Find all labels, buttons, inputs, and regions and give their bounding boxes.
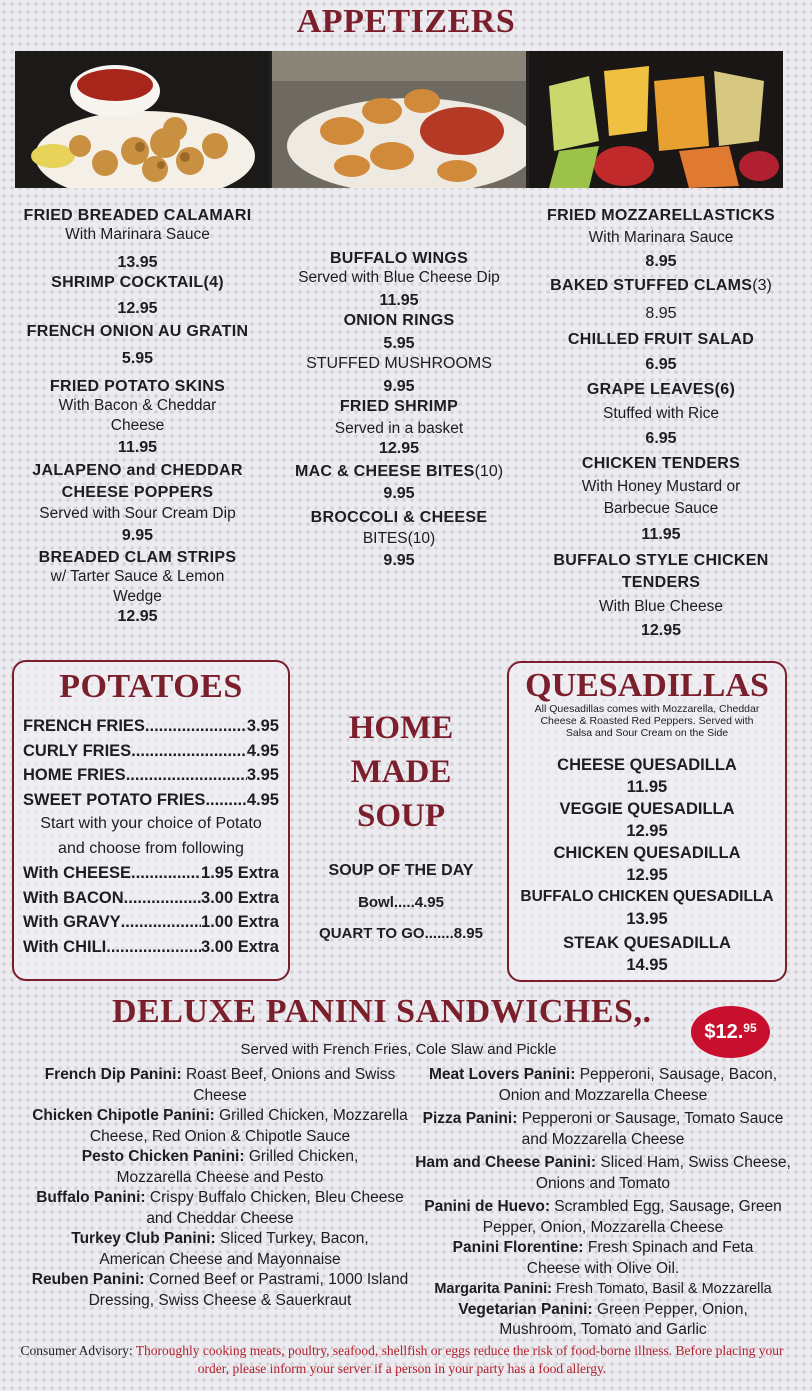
item-desc: Crispy Buffalo Chicken, Bleu Cheese and Cheddar Cheese: [146, 1189, 404, 1227]
item-name: With CHEESE: [23, 864, 132, 882]
item-price: 14.95: [626, 956, 668, 974]
item-price: 11.95: [379, 292, 419, 309]
item-desc: Pepperoni, Sausage, Bacon, Onion and Mozzarella Cheese: [498, 1066, 778, 1104]
item-name: French Dip Panini:: [44, 1066, 182, 1083]
item-name: Chicken Chipotle Panini:: [32, 1107, 215, 1124]
panini-item: [30, 1188, 410, 1229]
menu-item: [530, 206, 792, 272]
item-name: Turkey Club Panini:: [71, 1230, 216, 1247]
item-desc: With Bacon & Cheddar Cheese: [58, 397, 217, 434]
item-name: FRENCH ONION AU GRATIN: [26, 323, 249, 340]
menu-item: [278, 311, 520, 354]
potatoes-title: POTATOES: [59, 668, 243, 705]
item-name: BROCCOLI & CHEESE: [310, 509, 488, 526]
potato-item: [23, 714, 279, 739]
quesadillas-box: [507, 661, 787, 982]
item-name: SWEET POTATO FRIES: [23, 790, 206, 809]
item-name: Ham and Cheese Panini:: [415, 1154, 597, 1171]
menu-item: [10, 460, 265, 546]
item-name: STEAK QUESADILLA: [563, 934, 731, 952]
quesadillas-note: All Quesadillas comes with Mozzarella, Cheddar Cheese & Roasted Red Peppers. Served with Salsa and Sour Cream on the Side: [534, 703, 760, 739]
item-price: 12.95: [640, 622, 682, 639]
item-desc: Sliced Ham, Swiss Cheese, Onions and Tomato: [535, 1154, 791, 1192]
item-desc: Pepperoni or Sausage, Tomato Sauce and Mozzarella Cheese: [521, 1110, 784, 1148]
item-price: 9.95: [121, 527, 154, 544]
panini-title: DELUXE PANINI SANDWICHES,.: [112, 993, 652, 1030]
item-name: CURLY FRIES: [23, 741, 132, 760]
soup-of-the-day: SOUP OF THE DAY: [328, 862, 474, 879]
potatoes-box: [12, 660, 290, 981]
soup-section: [296, 706, 506, 942]
panini-item: [412, 1279, 794, 1300]
item-price: 11.95: [626, 778, 668, 796]
item-desc: Fresh Tomato, Basil & Mozzarella: [555, 1281, 772, 1297]
item-name: With CHILI: [23, 937, 107, 956]
item-name: STUFFED MUSHROOMS: [306, 355, 492, 372]
item-name-line: [278, 462, 520, 482]
item-price: 8.95: [645, 305, 677, 322]
item-name: CHEESE QUESADILLA: [557, 756, 737, 774]
item-name: FRIED MOZZARELLASTICKS: [547, 207, 775, 224]
item-price: 1.95 Extra: [201, 864, 279, 882]
item-name: MAC & CHEESE BITES: [294, 463, 475, 480]
item-name: Panini de Huevo:: [424, 1198, 550, 1215]
item-name: With BACON: [23, 888, 124, 907]
item-desc: Fresh Spinach and Feta Cheese with Olive Oil.: [526, 1239, 754, 1277]
item-price: 11.95: [117, 439, 158, 456]
item-name: FRIED SHRIMP: [339, 398, 459, 415]
item-name: BAKED STUFFED CLAMS: [550, 277, 753, 294]
extra-item: [23, 886, 279, 911]
wings-photo: [272, 51, 526, 188]
price-cents: 95: [743, 1021, 757, 1035]
calamari-photo: [15, 51, 269, 188]
menu-item: [10, 322, 265, 369]
panini-left-column: [30, 1065, 410, 1311]
item-desc: w/ Tarter Sauce & Lemon Wedge: [50, 568, 225, 605]
item-name: Margarita Panini:: [434, 1281, 552, 1297]
item-desc: Sliced Turkey, Bacon, American Cheese and Mayonnaise: [99, 1230, 369, 1268]
item-price: 12.95: [626, 822, 668, 840]
item-desc: Served with Blue Cheese Dip: [298, 269, 500, 286]
appetizers-middle-column: [278, 249, 520, 571]
item-desc: Grilled Chicken, Mozzarella Cheese and Pesto: [116, 1148, 359, 1186]
item-desc: Roast Beef, Onions and Swiss Cheese: [185, 1066, 396, 1104]
item-desc: Served in a basket: [334, 420, 464, 437]
item-price: 4.95: [246, 790, 279, 809]
item-name: Meat Lovers Panini:: [428, 1066, 576, 1083]
soup-title-line: HOME: [348, 710, 454, 746]
item-name-suffix: (3): [752, 277, 772, 294]
menu-item: [278, 397, 520, 459]
item-price: 12.95: [378, 440, 420, 457]
potato-item: [23, 788, 279, 813]
potatoes-note: Start with your choice of Potato and choose from following: [40, 815, 262, 857]
menu-item: [10, 548, 265, 627]
quesadillas-title: QUESADILLAS: [525, 667, 769, 704]
quesadillas-list: [509, 754, 785, 976]
potato-item: [23, 739, 279, 764]
menu-item: [278, 462, 520, 504]
menu-item: [530, 550, 792, 641]
menu-item: [530, 380, 792, 449]
soup-quart-price: QUART TO GO.......8.95: [319, 925, 483, 942]
panini-item: [412, 1153, 794, 1194]
panini-subtitle: Served with French Fries, Cole Slaw and Pickle: [240, 1041, 557, 1058]
item-desc: With Marinara Sauce: [588, 229, 734, 246]
price-main: $12.: [704, 1020, 744, 1043]
item-desc: Corned Beef or Pastrami, 1000 Island Dressing, Swiss Cheese & Sauerkraut: [88, 1271, 409, 1309]
extra-item: [23, 935, 279, 960]
item-name: Vegetarian Panini:: [458, 1300, 593, 1318]
item-name: JALAPENO and CHEDDAR CHEESE POPPERS: [32, 462, 243, 501]
item-name: FRIED POTATO SKINS: [49, 378, 226, 395]
potatoes-list: [14, 714, 288, 959]
item-name: CHICKEN QUESADILLA: [553, 844, 741, 862]
item-price: 13.95: [626, 910, 668, 928]
item-name: BUFFALO STYLE CHICKEN TENDERS: [553, 552, 769, 591]
item-name: VEGGIE QUESADILLA: [559, 800, 735, 818]
appetizers-title: APPETIZERS: [296, 3, 516, 40]
soup-title-line: MADE: [350, 754, 452, 790]
item-price: 5.95: [383, 335, 415, 352]
item-name: Pizza Panini:: [422, 1110, 518, 1127]
item-price: 1.00 Extra: [201, 913, 279, 931]
item-price: 6.95: [645, 430, 677, 447]
panini-item: [30, 1065, 410, 1106]
item-name: With GRAVY: [23, 913, 121, 931]
menu-item: [530, 454, 792, 545]
extra-item: [23, 861, 279, 886]
panini-item: [412, 1109, 794, 1150]
menu-item: [530, 276, 792, 324]
item-name: BUFFALO WINGS: [329, 250, 469, 267]
item-price: 12.95: [117, 608, 158, 625]
menu-item: [10, 273, 265, 319]
item-price: 3.00 Extra: [201, 937, 279, 956]
item-desc: BITES(10): [362, 530, 436, 547]
item-desc: Stuffed with Rice: [602, 405, 720, 422]
panini-item: [30, 1106, 410, 1147]
item-name-suffix: (10): [474, 463, 504, 480]
panini-item: [412, 1300, 794, 1341]
panini-item: [30, 1229, 410, 1270]
menu-item: [278, 354, 520, 397]
item-price: 11.95: [641, 526, 681, 543]
item-price: 5.95: [121, 350, 154, 367]
item-price: 12.95: [117, 300, 158, 317]
item-name: SHRIMP COCKTAIL(4): [51, 274, 224, 291]
item-name: Pesto Chicken Panini:: [81, 1148, 245, 1165]
advisory-label: Consumer Advisory:: [20, 1343, 133, 1358]
panini-right-column: [412, 1065, 794, 1341]
item-price: 9.95: [383, 378, 415, 395]
item-price: 4.95: [246, 741, 279, 760]
item-name: Reuben Panini:: [31, 1271, 145, 1288]
item-desc: With Honey Mustard or Barbecue Sauce: [581, 478, 741, 517]
item-desc: Grilled Chicken, Mozzarella Cheese, Red Onion & Chipotle Sauce: [89, 1107, 408, 1145]
item-name-line: [530, 276, 792, 296]
item-name: Buffalo Panini:: [36, 1189, 146, 1206]
item-price: 12.95: [626, 866, 668, 884]
item-name: HOME FRIES: [23, 766, 126, 784]
item-name: GRAPE LEAVES(6): [586, 381, 736, 398]
consumer-advisory: [14, 1342, 790, 1378]
appetizer-photos: [15, 51, 783, 188]
item-price: 13.95: [117, 254, 158, 271]
item-name: CHICKEN TENDERS: [581, 455, 741, 472]
menu-item: [10, 377, 265, 458]
item-desc: Scrambled Egg, Sausage, Green Pepper, Onion, Mozzarella Cheese: [482, 1198, 782, 1236]
item-name: FRIED BREADED CALAMARI: [23, 207, 252, 224]
item-price: 3.95: [246, 717, 279, 735]
menu-item: [278, 508, 520, 571]
menu-item: [278, 249, 520, 311]
item-name: Panini Florentine:: [452, 1239, 584, 1256]
item-price: 3.00 Extra: [201, 888, 279, 907]
appetizers-left-column: [10, 206, 265, 627]
item-price: 9.95: [383, 485, 415, 502]
item-name: BREADED CLAM STRIPS: [38, 549, 237, 566]
panini-item: [30, 1147, 410, 1188]
item-price: 8.95: [645, 253, 677, 270]
panini-item: [412, 1197, 794, 1238]
fruit-photo: [529, 51, 783, 188]
item-name: FRENCH FRIES: [23, 717, 145, 735]
panini-item: [412, 1238, 794, 1279]
menu-item: [10, 206, 265, 273]
item-name: ONION RINGS: [343, 312, 455, 329]
item-desc: Green Pepper, Onion, Mushroom, Tomato and Garlic: [499, 1300, 748, 1338]
soup-title-line: SOUP: [356, 798, 445, 834]
soup-bowl-price: Bowl.....4.95: [358, 894, 444, 911]
advisory-text: Thoroughly cooking meats, poultry, seafood, shellfish or eggs reduce the risk of food-borne illness. Before placing your order, please inform your server if a person in your party has a food allergy.: [135, 1343, 784, 1376]
item-name: BUFFALO CHICKEN QUESADILLA: [520, 888, 774, 905]
panini-item: [30, 1270, 410, 1311]
item-price: 6.95: [645, 356, 677, 373]
item-desc: With Marinara Sauce: [65, 226, 210, 243]
potato-item: [23, 763, 279, 788]
item-price: 3.95: [246, 766, 279, 784]
menu-item: [530, 330, 792, 375]
panini-item: [412, 1065, 794, 1106]
appetizers-right-column: [530, 206, 792, 641]
extra-item: [23, 910, 279, 935]
item-desc: With Blue Cheese: [598, 598, 724, 615]
item-name: CHILLED FRUIT SALAD: [567, 331, 755, 348]
item-desc: Served with Sour Cream Dip: [39, 505, 236, 522]
item-price: 9.95: [383, 552, 415, 569]
